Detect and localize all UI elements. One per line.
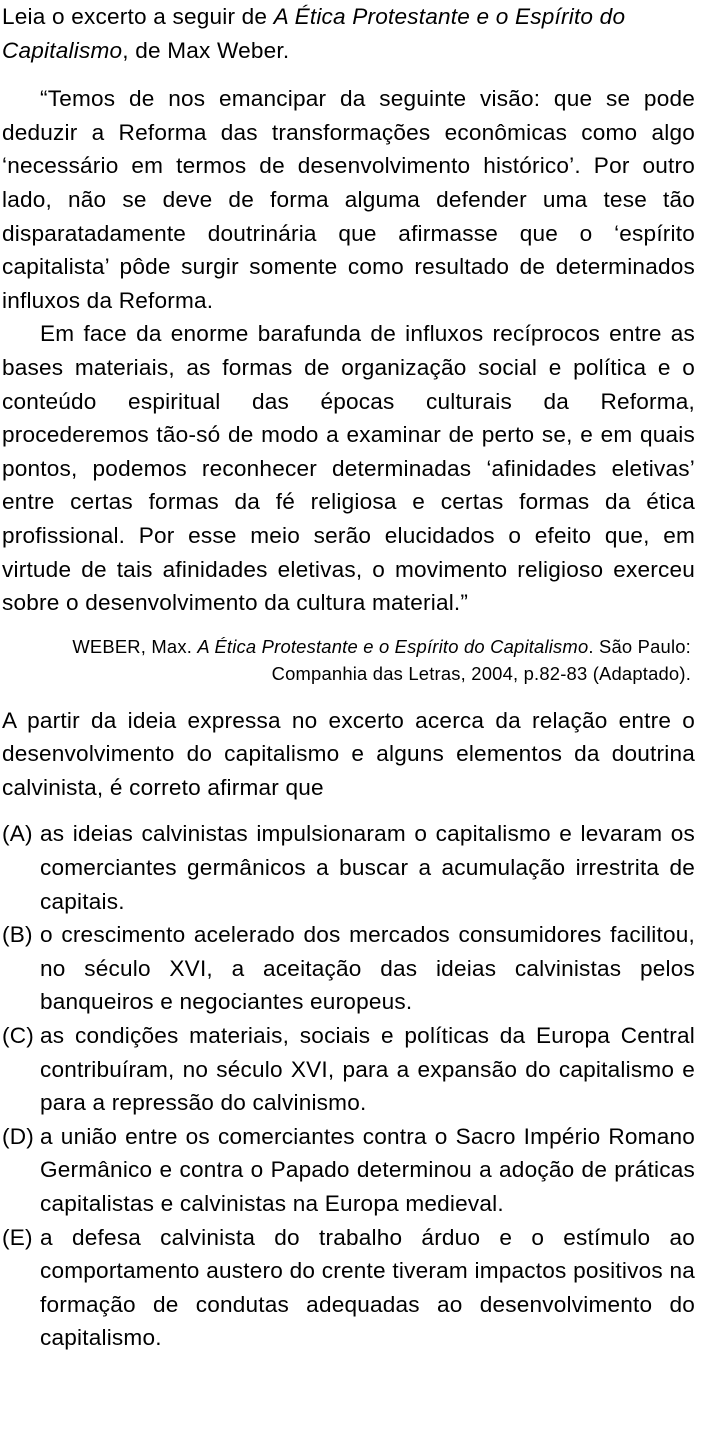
option-b[interactable] xyxy=(2,918,695,1019)
option-text: as ideias calvinistas impulsionaram o capitalismo e levaram os comerciantes germânicos a buscar a acumulação irrestrita de capitais. xyxy=(40,821,695,914)
option-text: a união entre os comerciantes contra o Sacro Império Romano Germânico e contra o Papado determinou a adoção de práticas capitalistas e calvinistas na Europa medieval. xyxy=(40,1123,695,1216)
option-c[interactable] xyxy=(2,1019,695,1120)
excerpt-quote xyxy=(2,82,695,620)
intro-text xyxy=(2,0,695,67)
citation-line-1 xyxy=(2,633,691,661)
quote-paragraph-1: “Temos de nos emancipar da seguinte visão: que se pode deduzir a Reforma das transformações econômicas como algo ‘necessário em termos de desenvolvimento histórico’. Por outro lado, não se deve de forma alguma defender uma tese tão disparatadamente doutrinária que afirmasse que o ‘espírito capitalista’ pôde surgir somente como resultado de determinados influxos da Reforma. xyxy=(2,86,695,313)
option-d[interactable] xyxy=(2,1120,695,1221)
option-letter: (C) xyxy=(2,1023,34,1049)
option-text: o crescimento acelerado dos mercados consumidores facilitou, no século XVI, a aceitação das ideias calvinistas pelos banqueiros e negociantes europeus. xyxy=(40,922,695,1015)
option-letter: (B) xyxy=(2,922,33,948)
citation-author: WEBER, Max. xyxy=(72,635,198,657)
option-letter: (E) xyxy=(2,1224,33,1250)
answer-options xyxy=(2,817,695,1355)
option-text: a defesa calvinista do trabalho árduo e o estímulo ao comportamento austero do crente tiveram impactos positivos na formação de condutas adequadas ao desenvolvimento do capitalismo. xyxy=(40,1224,695,1351)
option-e[interactable] xyxy=(2,1221,695,1355)
citation xyxy=(2,633,695,688)
option-a[interactable] xyxy=(2,817,695,918)
book-title: A Ética Protestante e o Espírito do Capitalismo xyxy=(2,4,626,63)
option-letter: (A) xyxy=(2,821,33,847)
question-stem: A partir da ideia expressa no excerto acerca da relação entre o desenvolvimento do capitalismo e alguns elementos da doutrina calvinista, é correto afirmar que xyxy=(2,707,695,800)
option-text: as condições materiais, sociais e políticas da Europa Central contribuíram, no século XVI, para a expansão do capitalismo e para a repressão do calvinismo. xyxy=(40,1023,695,1116)
option-letter: (D) xyxy=(2,1123,34,1149)
quote-paragraph-2: Em face da enorme barafunda de influxos recíprocos entre as bases materiais, as formas de organização social e política e o conteúdo espiritual das épocas culturais da Reforma, procederemos tão-só de modo a examinar de perto se, e em quais pontos, podemos reconhecer determinadas ‘afinidades eletivas’ entre certas formas da fé religiosa e certas formas da ética profissional. Por esse meio serão elucidados o efeito que, em virtude de tais afinidades eletivas, o movimento religioso exerceu sobre o desenvolvimento da cultura material.” xyxy=(2,321,695,616)
intro-suffix: , de Max Weber. xyxy=(122,37,290,63)
citation-publisher: Companhia das Letras, 2004, p.82-83 (Adaptado). xyxy=(271,663,691,685)
citation-city: . São Paulo: xyxy=(588,635,691,657)
intro-prefix: Leia o excerto a seguir de xyxy=(2,4,274,29)
citation-title: A Ética Protestante e o Espírito do Capitalismo xyxy=(197,635,589,657)
